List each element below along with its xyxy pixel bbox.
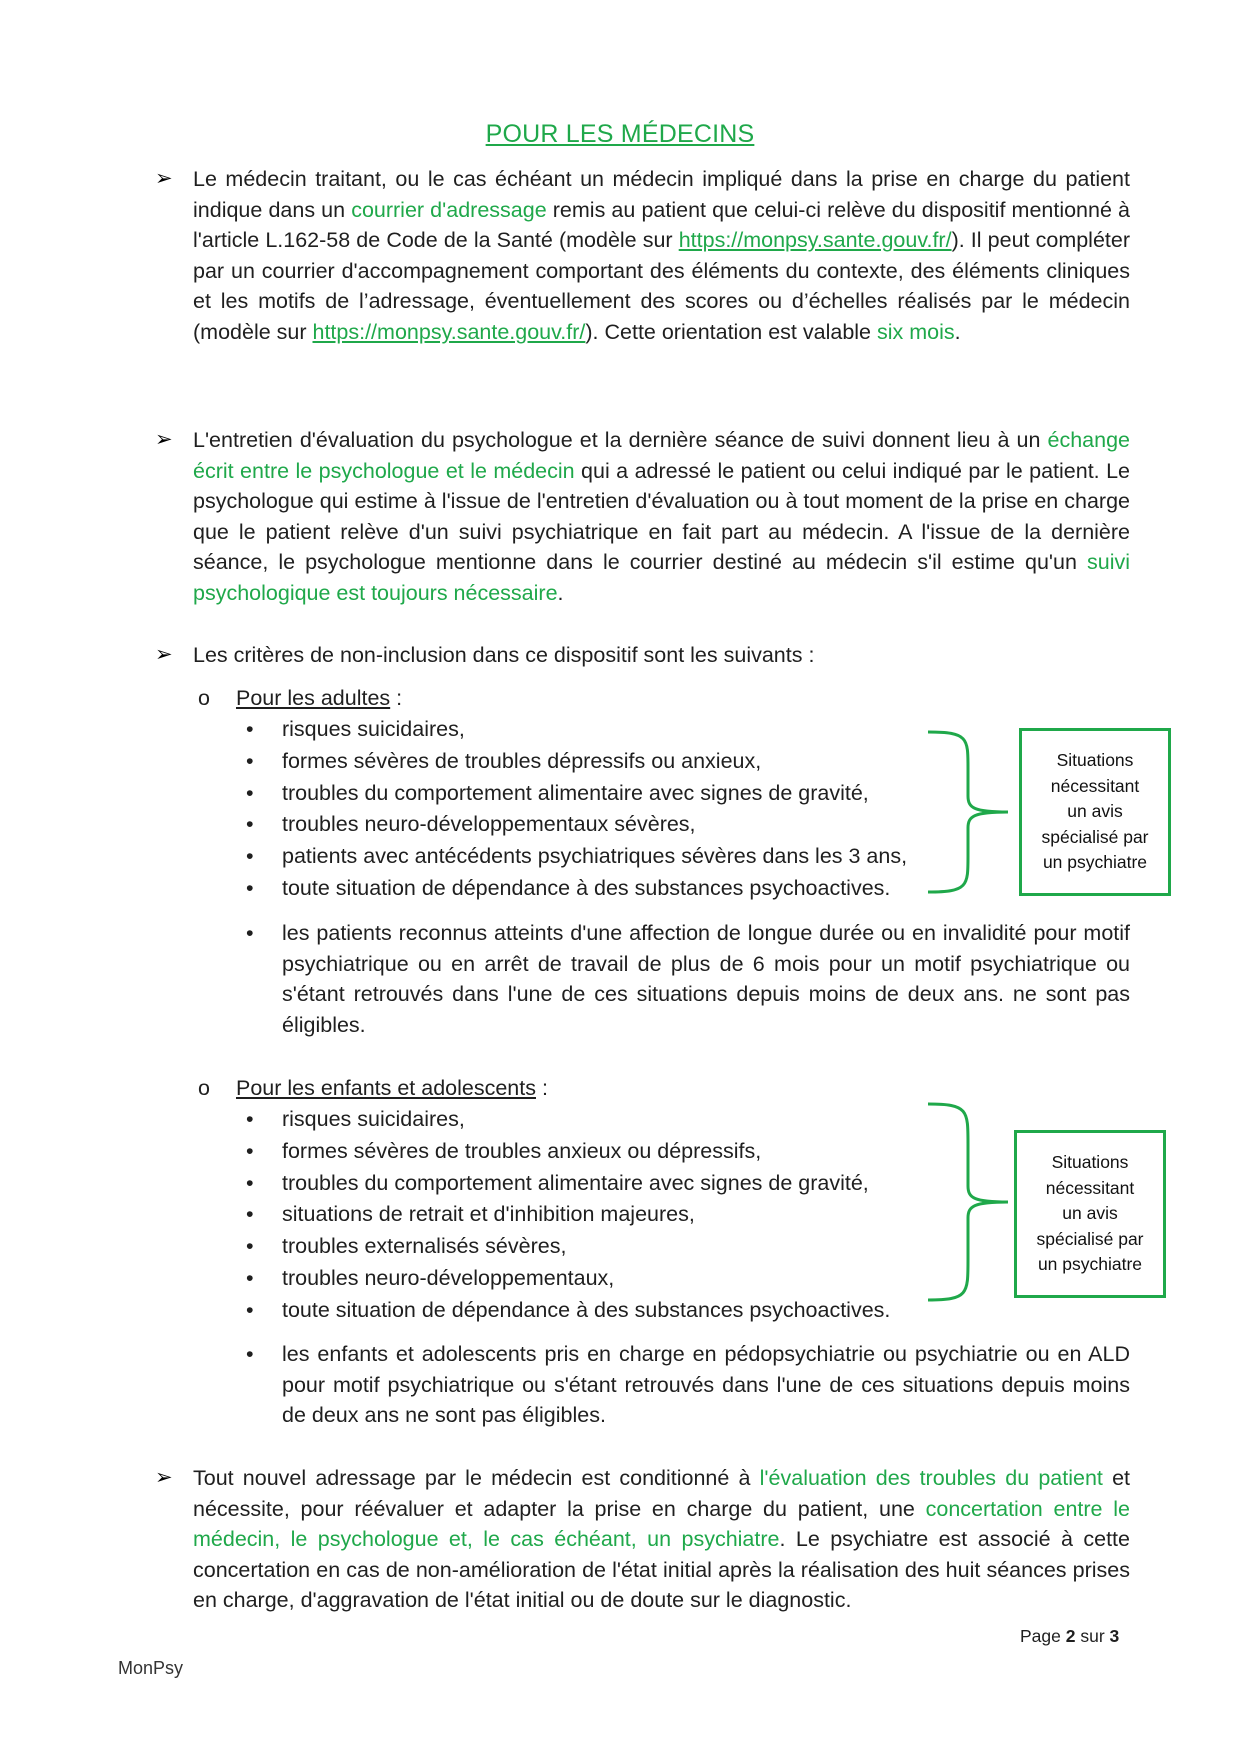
text: troubles du comportement alimentaire avec signes de gravité, <box>282 1170 869 1195</box>
text: risques suicidaires, <box>282 1107 465 1131</box>
paragraph <box>193 425 1130 609</box>
text: toute situation de dépendance à des substances psychoactives. <box>282 1297 891 1322</box>
text: . <box>954 319 961 344</box>
text: les patients reconnus atteints d'une affection de longue durée ou en invalidité pour motif psychiatrique ou en arrêt de travail de plus de 6 mois pour un motif psychiatrique ou s'étant retrouvés dans l'une de ces situations depuis moins de deux ans. ne sont pas éligibles. <box>282 921 1130 1037</box>
box-line: nécessitant <box>1045 1177 1135 1198</box>
bullet-icon: • <box>246 1138 254 1163</box>
bullet-icon: • <box>246 1202 254 1227</box>
bullet-icon: • <box>246 1170 254 1195</box>
text: toute situation de dépendance à des substances psychoactives. <box>282 875 891 900</box>
highlight-text: suivi psychologique est toujours nécessaire <box>193 550 1130 605</box>
bullet-icon: • <box>246 921 254 945</box>
bullet-icon: • <box>246 1297 254 1322</box>
text: formes sévères de troubles dépressifs ou anxieux, <box>282 748 762 773</box>
paragraph <box>193 1463 1130 1616</box>
box-line: Situations <box>1051 1152 1129 1173</box>
bullet-icon: • <box>246 717 254 741</box>
bullet-icon: • <box>246 1107 254 1131</box>
text: qui a adressé le patient ou celui indiqué par le patient. Le psychologue qui estime à l'issue de l'entretien d'évaluation ou à tout moment de la prise en charge que le patient relève d'un suivi psychiatrique en fait part au médecin. A l'issue de la dernière séance, le psychologue mentionne dans le courrier destiné au médecin s'il estime qu'un <box>193 458 1130 575</box>
text: sur <box>1075 1626 1110 1646</box>
text: troubles neuro-développementaux sévères, <box>282 812 696 837</box>
text: . Le psychiatre est associé à cette concertation en cas de non-amélioration de l'état initial après la réalisation des huit séances prises en charge, d'aggravation de l'état initial ou de doute sur le diagnostic. <box>193 1527 1130 1613</box>
box-line: un avis <box>1062 1203 1118 1224</box>
text: : <box>390 686 403 710</box>
box-line: spécialisé par <box>1036 1228 1144 1249</box>
psychiatrist-opinion-box <box>1014 1130 1166 1298</box>
psychiatrist-opinion-box <box>1019 728 1171 896</box>
page-current: 2 <box>1065 1626 1076 1646</box>
text: . <box>557 580 564 605</box>
arrow-bullet-icon: ➢ <box>155 167 173 190</box>
section-referral-letter <box>155 164 1130 348</box>
children-label: Pour les enfants et adolescents <box>236 1076 536 1100</box>
text: ). Il peut compléter par un courrier d'accompagnement comportant des éléments du contexte, des éléments cliniques et les motifs de l’adressage, éventuellement des scores ou d’échelles réalisés par le médecin (modèle sur <box>193 228 1131 344</box>
children-ineligible-note <box>240 1339 1130 1431</box>
text: Page <box>1020 1626 1066 1646</box>
arrow-bullet-icon: ➢ <box>155 1466 173 1489</box>
box-line: spécialisé par <box>1041 826 1149 847</box>
page-title: POUR LES MÉDECINS <box>485 120 755 148</box>
text: remis au patient que celui-ci relève du dispositif mentionné à l'article L.162-58 de Code de la Santé (modèle sur <box>193 197 1130 253</box>
box-line: Situations <box>1056 750 1134 771</box>
section-non-inclusion <box>155 640 1130 671</box>
section-intro: Les critères de non-inclusion dans ce dispositif sont les suivants : <box>193 643 815 667</box>
box-line: un psychiatre <box>1037 1254 1143 1275</box>
curly-brace-icon <box>924 728 1014 896</box>
box-line: un psychiatre <box>1042 852 1148 873</box>
box-line: nécessitant <box>1050 775 1140 796</box>
text: L'entretien d'évaluation du psychologue et la dernière séance de suivi donnent lieu à un <box>193 428 1048 452</box>
bullet-icon: • <box>246 1342 254 1366</box>
arrow-bullet-icon: ➢ <box>155 643 173 666</box>
bullet-icon: • <box>246 875 254 900</box>
text: formes sévères de troubles anxieux ou dépressifs, <box>282 1138 762 1163</box>
box-line: un avis <box>1067 801 1123 822</box>
text: Tout nouvel adressage par le médecin est conditionné à <box>193 1466 760 1490</box>
text: troubles externalisés sévères, <box>282 1234 567 1259</box>
bullet-icon: • <box>246 1234 254 1259</box>
text: ). Cette orientation est valable <box>585 319 877 344</box>
footer-label: MonPsy <box>118 1658 184 1678</box>
bullet-icon: • <box>246 780 254 805</box>
text: : <box>536 1076 548 1100</box>
adults-ineligible-note <box>240 918 1130 1040</box>
text: troubles neuro-développementaux, <box>282 1265 615 1290</box>
text: les enfants et adolescents pris en charge en pédopsychiatrie ou psychiatrie ou en ALD pour motif psychiatrique ou s'étant retrouvés dans l'une de ces situations depuis moins de deux ans ne sont pas éligibles. <box>282 1342 1130 1428</box>
text: et nécessite, pour réévaluer et adapter la prise en charge du patient, une <box>193 1466 1130 1521</box>
monpsy-link[interactable]: https://monpsy.sante.gouv.fr/ <box>678 228 952 253</box>
section-written-exchange <box>155 425 1130 609</box>
curly-brace-icon <box>924 1100 1014 1304</box>
highlight-text: échange écrit entre le psychologue et le médecin <box>193 428 1130 483</box>
bullet-icon: • <box>246 844 254 869</box>
adults-label: Pour les adultes <box>236 686 391 710</box>
text: situations de retrait et d'inhibition majeures, <box>282 1202 695 1227</box>
text: Le médecin traitant, ou le cas échéant un médecin impliqué dans la prise en charge du patient indique dans un <box>193 167 1130 222</box>
monpsy-link[interactable]: https://monpsy.sante.gouv.fr/ <box>312 319 586 344</box>
bullet-icon: • <box>246 812 254 837</box>
circle-bullet-icon: o <box>198 686 210 710</box>
highlight-text: l'évaluation des troubles du patient <box>759 1466 1103 1490</box>
page-number <box>1020 1626 1119 1647</box>
highlight-text: courrier d'adressage <box>351 197 547 222</box>
text: troubles du comportement alimentaire avec signes de gravité, <box>282 780 869 805</box>
circle-bullet-icon: o <box>198 1076 210 1100</box>
bullet-icon: • <box>246 1265 254 1290</box>
text: risques suicidaires, <box>282 717 465 741</box>
highlight-text: six mois <box>876 319 955 344</box>
page-total: 3 <box>1109 1626 1120 1646</box>
highlight-text: concertation entre le médecin, le psychologue et, le cas échéant, un psychiatre <box>193 1496 1130 1552</box>
arrow-bullet-icon: ➢ <box>155 428 173 451</box>
section-new-referral <box>155 1463 1130 1616</box>
text: patients avec antécédents psychiatriques sévères dans les 3 ans, <box>282 844 908 869</box>
paragraph <box>193 164 1130 348</box>
bullet-icon: • <box>246 748 254 773</box>
